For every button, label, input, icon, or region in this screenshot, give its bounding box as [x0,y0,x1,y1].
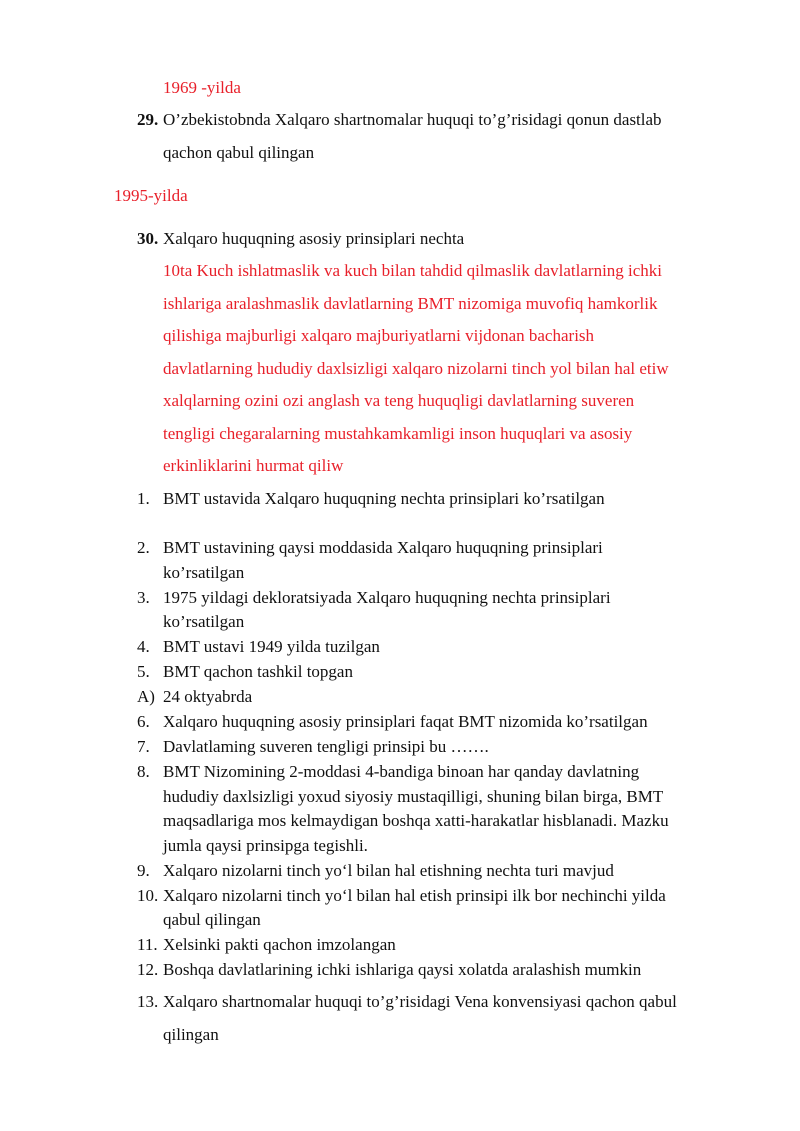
list-item-text: Boshqa davlatlarining ichki ishlariga qaysi xolatda aralashish mumkin [163,960,642,979]
list-item-text: ko’rsatilgan [163,563,245,582]
question-number: 30. [137,229,159,248]
list-item-text: 1975 yildagi dekloratsiyada Xalqaro huquqning nechta prinsiplari [163,588,611,607]
question-text: qachon qabul qilingan [163,143,315,162]
answer-text: xalqlarning ozini ozi anglash va teng huquqligi davlatlarning suveren [163,391,635,410]
list-item-text: Xalqaro shartnomalar huquqi to’g’risidagi Vena konvensiyasi qachon qabul [163,992,677,1011]
list-item-text: Davlatlaming suveren tengligi prinsipi bu ……. [163,737,489,756]
list-item-text: BMT Nizomining 2-moddasi 4-bandiga binoan har qanday davlatning [163,762,640,781]
list-item-text: Xalqaro nizolarni tinch yo‘l bilan hal etish prinsipi ilk bor nechinchi yilda [163,886,666,905]
answer-text: ishlariga aralashmaslik davlatlarning BMT nizomiga muvofiq hamkorlik [163,294,658,313]
list-item-number: 3. [137,588,150,607]
answer-text: tengligi chegaralarning mustahkamkamligi inson huquqlari va asosiy [163,424,633,443]
list-item-text: Xalqaro huquqning asosiy prinsiplari faqat BMT nizomida ko’rsatilgan [163,712,648,731]
answer-text: 1969 -yilda [163,78,241,97]
list-item-text: ko’rsatilgan [163,612,245,631]
list-item-number: A) [137,687,155,706]
answer-text: 1995-yilda [114,186,188,205]
list-item-number: 1. [137,489,150,508]
list-item-number: 9. [137,861,150,880]
list-item-number: 12. [137,960,159,979]
list-item-text: Xelsinki pakti qachon imzolangan [163,935,396,954]
list-item-text: qabul qilingan [163,910,261,929]
list-item-number: 11. [137,935,158,954]
list-item-text: maqsadlariga mos kelmaydigan boshqa xatti-harakatlar hisblanadi. Mazku [163,811,669,830]
list-item-text: jumla qaysi prinsipga tegishli. [163,836,368,855]
answer-text: davlatlarning hududiy daxlsizligi xalqaro nizolarni tinch yol bilan hal etiw [163,359,669,378]
list-item-number: 6. [137,712,150,731]
list-item-text: 24 oktyabrda [163,687,253,706]
list-item-text: Xalqaro nizolarni tinch yo‘l bilan hal etishning nechta turi mavjud [163,861,614,880]
list-item-text: hududiy daxlsizligi yoxud siyosiy mustaqilligi, shuning bilan birga, BMT [163,787,664,806]
list-item-text: qilingan [163,1025,219,1044]
list-item-number: 13. [137,992,159,1011]
list-item-number: 10. [137,886,159,905]
list-item-number: 4. [137,637,150,656]
list-item-text: BMT ustavida Xalqaro huquqning nechta prinsiplari ko’rsatilgan [163,489,605,508]
list-item-text: BMT ustavi 1949 yilda tuzilgan [163,637,380,656]
question-text: Xalqaro huquqning asosiy prinsiplari nechta [163,229,465,248]
list-item-number: 7. [137,737,150,756]
answer-text: qilishiga majburligi xalqaro majburiyatlarni vijdonan bacharish [163,326,595,345]
list-item-number: 2. [137,538,150,557]
list-item-number: 5. [137,662,150,681]
list-item-text: BMT qachon tashkil topgan [163,662,353,681]
answer-text: erkinliklarini hurmat qiliw [163,456,344,475]
answer-text: 10ta Kuch ishlatmaslik va kuch bilan tahdid qilmaslik davlatlarning ichki [163,261,663,280]
question-text: O’zbekistobnda Xalqaro shartnomalar huquqi to’g’risidagi qonun dastlab [163,110,662,129]
question-number: 29. [137,110,159,129]
list-item-number: 8. [137,762,150,781]
list-item-text: BMT ustavining qaysi moddasida Xalqaro huquqning prinsiplari [163,538,603,557]
